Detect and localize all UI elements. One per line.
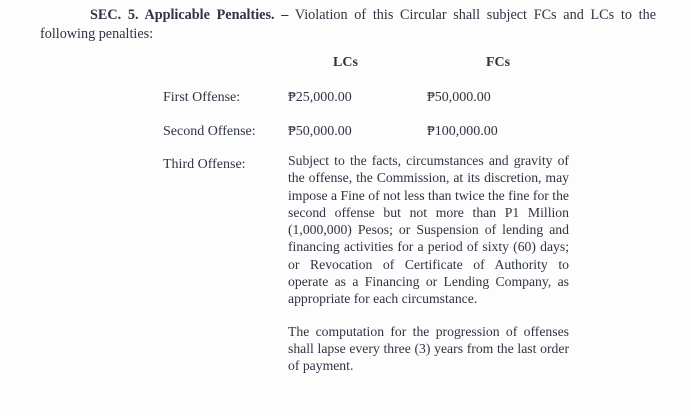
third-offense-paragraph-2: The computation for the progression of offenses shall lapse every three (3) years from the last order of payment. [288, 323, 569, 374]
third-offense-text [288, 152, 569, 375]
second-offense-lc-amount: ₱50,000.00 [288, 124, 352, 139]
column-header-lcs: LCs [333, 55, 358, 70]
section-heading-title: SEC. 5. Applicable Penalties. – [90, 7, 289, 23]
second-offense-fc-amount: ₱100,000.00 [427, 124, 498, 139]
column-header-fcs: FCs [486, 55, 511, 70]
section-heading-body: Violation of this Circular shall subject FCs and LCs to the following penalties: [40, 7, 656, 42]
section-heading [40, 6, 656, 43]
first-offense-label: First Offense: [163, 90, 241, 105]
first-offense-fc-amount: ₱50,000.00 [427, 90, 491, 105]
third-offense-paragraph-1: Subject to the facts, circumstances and gravity of the offense, the Commission, at its discretion, may impose a Fine of not less than twice the fine for the second offense but not more than P1 Million (1,000,000) Pesos; or Suspension of lending and financing activities for a period of sixty (60) days; or Revocation of Certificate of Authority to operate as a Financing or Lending Company, as appropriate for each circumstance. [288, 153, 569, 307]
third-offense-label: Third Offense: [163, 157, 246, 172]
first-offense-lc-amount: ₱25,000.00 [288, 90, 352, 105]
second-offense-label: Second Offense: [163, 124, 256, 139]
